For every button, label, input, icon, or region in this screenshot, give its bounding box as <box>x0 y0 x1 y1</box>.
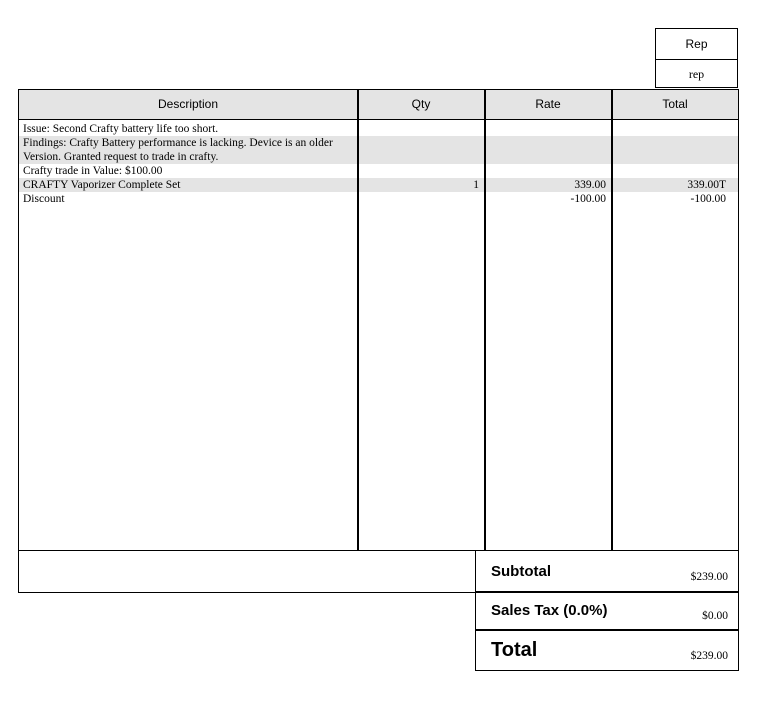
header-description: Description <box>157 97 219 111</box>
subtotal-value: $239.00 <box>690 571 728 583</box>
table-row <box>19 178 738 192</box>
table-row <box>19 122 738 136</box>
rep-value: rep <box>688 67 705 81</box>
line-items-table <box>18 89 739 551</box>
header-rate: Rate <box>535 97 561 111</box>
table-row <box>19 164 738 178</box>
line-description: Crafty trade in Value: $100.00 <box>23 165 163 177</box>
tax-row <box>476 593 738 629</box>
column-divider <box>611 90 613 550</box>
total-label: Total <box>491 639 538 661</box>
header-total: Total <box>662 97 688 111</box>
line-description: Findings: Crafty Battery performance is lacking. Device is an older <box>23 137 333 149</box>
subtotal-label: Subtotal <box>491 563 551 580</box>
memo-box <box>18 550 476 593</box>
tax-value: $0.00 <box>702 610 728 622</box>
total-row <box>476 631 738 671</box>
line-description: Discount <box>23 193 65 205</box>
line-rate: -100.00 <box>570 193 606 205</box>
line-description: Version. Granted request to trade in crafty. <box>23 151 219 163</box>
column-divider <box>484 90 486 550</box>
line-qty: 1 <box>473 179 479 191</box>
line-rate: 339.00 <box>574 179 606 191</box>
total-value: $239.00 <box>690 650 728 662</box>
tax-label: Sales Tax (0.0%) <box>491 602 608 619</box>
table-row <box>19 192 738 206</box>
line-total: 339.00T <box>687 179 726 191</box>
subtotal-row <box>476 551 738 591</box>
rep-label: Rep <box>656 29 737 60</box>
table-row <box>19 150 738 164</box>
totals-box <box>475 550 739 671</box>
rep-box <box>655 28 738 88</box>
line-description: Issue: Second Crafty battery life too short. <box>23 123 219 135</box>
table-row <box>19 136 738 150</box>
line-description: CRAFTY Vaporizer Complete Set <box>23 179 181 191</box>
column-divider <box>357 90 359 550</box>
line-total: -100.00 <box>690 193 726 205</box>
table-header <box>19 90 738 120</box>
header-qty: Qty <box>411 97 431 111</box>
